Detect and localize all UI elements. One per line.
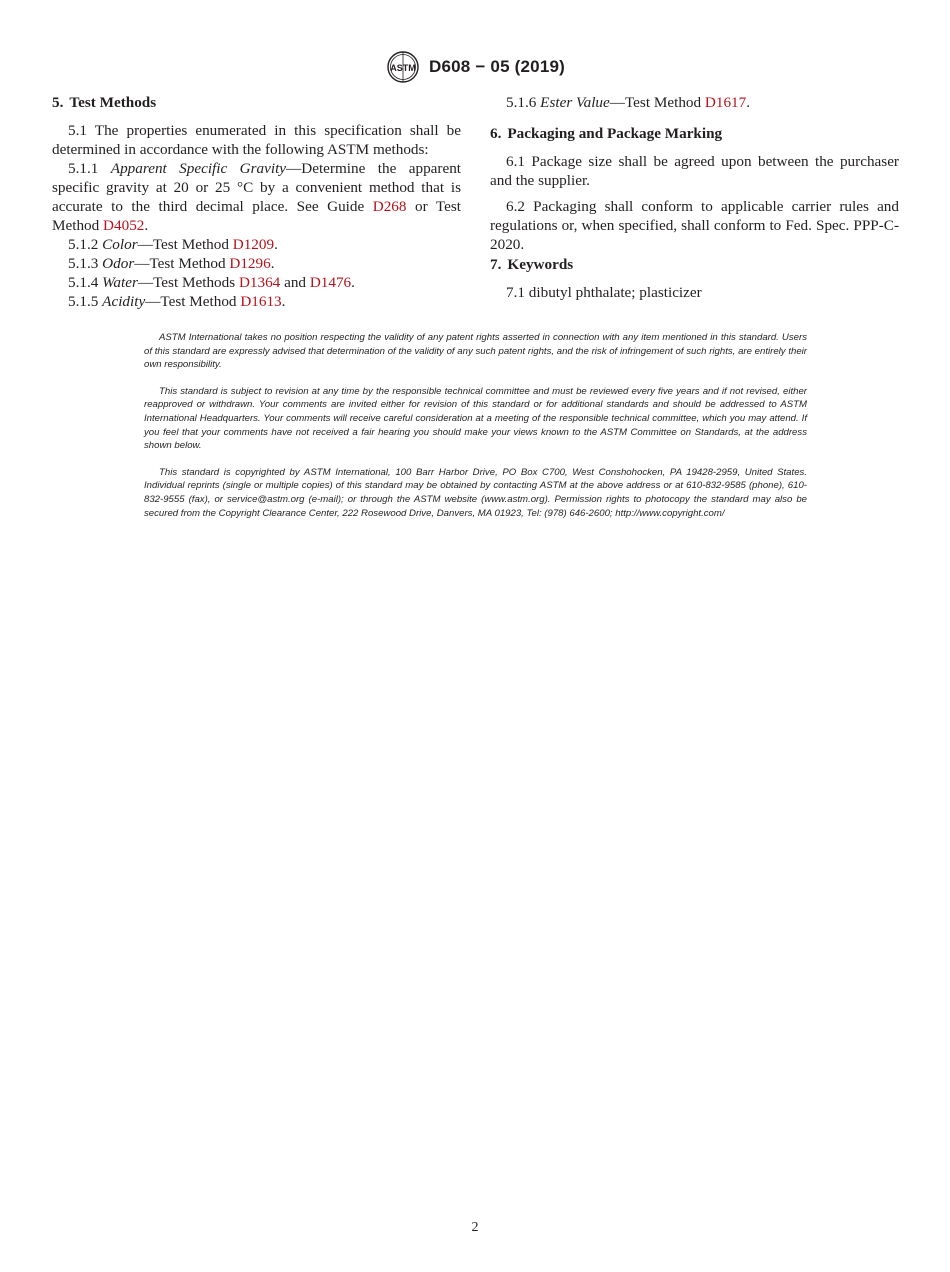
link-d1364[interactable]: D1364	[238, 274, 281, 291]
notice-copyright: This standard is copyrighted by ASTM International, 100 Barr Harbor Drive, PO Box C700, West Conshohocken, PA 19428-2959, United States. Individual reprints (single or multiple copies) of this standard may be obtained by contacting ASTM at the above address or at 610-832-9585 (phone), 610-832-9555 (fax), or service@astm.org (e-mail); or through the ASTM website (www.astm.org). Permission rights to photocopy the standard may also be secured from the Copyright Clearance Center, 222 Rosewood Drive, Danvers, MA 01923, Tel: (978) 646-2600; http://www.copyright.com/	[144, 466, 807, 519]
astm-logo-icon	[385, 50, 421, 84]
link-d4052[interactable]: D4052	[103, 217, 145, 234]
paragraph-5-1: 5.1 The properties enumerated in this specification shall be determined in accordance with the following ASTM methods:	[52, 122, 461, 158]
logo-text: ASTM	[390, 63, 416, 73]
notice-patent: ASTM International takes no position respecting the validity of any patent rights asserted in connection with any item mentioned in this standard. Users of this standard are expressly advised that determination of the validity of any such patent rights, and the risk of infringement of such rights, are entirely their own responsibility.	[144, 332, 807, 371]
legal-notices	[144, 331, 807, 533]
section-7-heading: 7. Keywords	[490, 256, 574, 273]
link-d1296[interactable]: D1296	[229, 255, 271, 272]
link-d1209[interactable]: D1209	[232, 236, 275, 253]
section-6-heading: 6. Packaging and Package Marking	[490, 125, 723, 142]
left-column	[52, 92, 461, 311]
document-number: D608 − 05 (2019)	[429, 57, 565, 76]
paragraph-5-1-3: 5.1.3 Odor—Test Method D1296.	[68, 255, 275, 272]
link-d268[interactable]: D268	[372, 198, 407, 215]
link-d1476[interactable]: D1476	[309, 274, 352, 291]
link-d1613[interactable]: D1613	[240, 293, 282, 310]
section-5-heading: 5. Test Methods	[52, 94, 157, 111]
page-number: 2	[471, 1220, 479, 1235]
paragraph-5-1-6: 5.1.6 Ester Value—Test Method D1617.	[506, 94, 751, 111]
notice-revision: This standard is subject to revision at any time by the responsible technical committee and must be reviewed every five years and if not revised, either reapproved or withdrawn. Your comments are invited either for revision of this standard or for additional standards and should be addressed to ASTM International Headquarters. Your comments will receive careful consideration at a meeting of the responsible technical committee, which you may attend. If you feel that your comments have not received a fair hearing you should make your views known to the ASTM Committee on Standards, at the address shown below.	[144, 385, 807, 452]
right-column	[490, 92, 899, 302]
link-d1617[interactable]: D1617	[704, 94, 747, 111]
paragraph-6-1: 6.1 Package size shall be agreed upon between the purchaser and the supplier.	[490, 153, 899, 189]
paragraph-5-1-2: 5.1.2 Color—Test Method D1209.	[68, 236, 278, 253]
page-header	[0, 50, 950, 84]
paragraph-6-2: 6.2 Packaging shall conform to applicable carrier rules and regulations or, when specified, shall conform to Fed. Spec. PPP-C-2020.	[490, 198, 899, 253]
paragraph-7-1: 7.1 dibutyl phthalate; plasticizer	[506, 284, 702, 301]
paragraph-5-1-4: 5.1.4 Water—Test Methods D1364 and D1476.	[68, 274, 355, 291]
paragraph-5-1-1: 5.1.1 Apparent Specific Gravity—Determine the apparent specific gravity at 20 or 25 °C by a convenient method that is accurate to the third decimal place. See Guide D268 or Test Method D4052.	[52, 160, 462, 234]
paragraph-5-1-5: 5.1.5 Acidity—Test Method D1613.	[68, 293, 286, 310]
